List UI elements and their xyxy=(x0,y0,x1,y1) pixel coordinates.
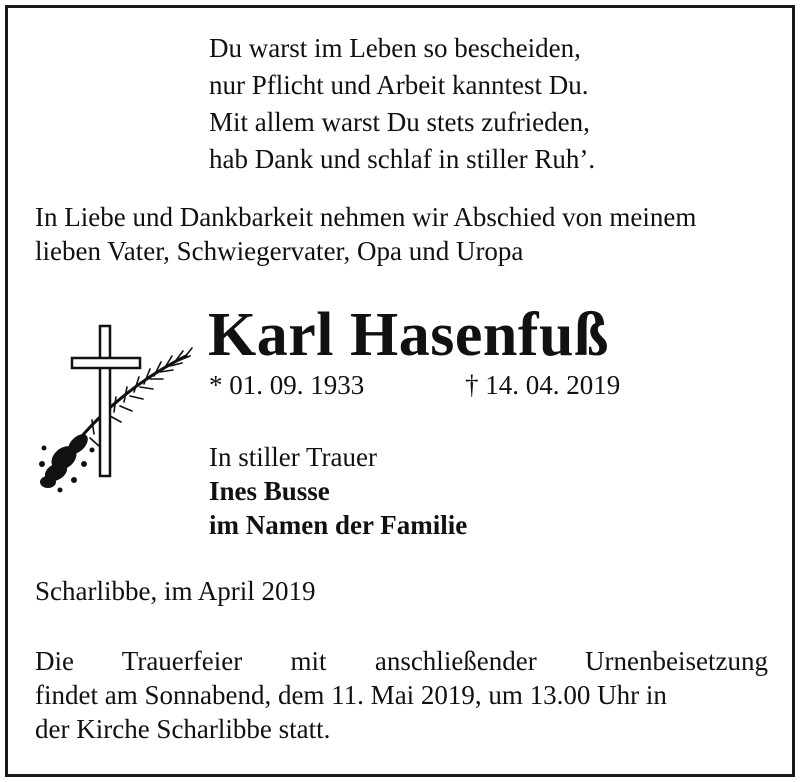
poem-line: Mit allem warst Du stets zufrieden, xyxy=(209,107,590,137)
death-date: † 14. 04. 2019 xyxy=(465,370,621,400)
mourner-family: im Namen der Familie xyxy=(209,510,468,540)
mourner-name: Ines Busse xyxy=(209,476,330,506)
place-and-date: Scharlibbe, im April 2019 xyxy=(35,576,316,606)
service-line: findet am Sonnabend, dem 11. Mai 2019, um 13.00 Uhr in xyxy=(35,680,667,710)
poem xyxy=(209,30,595,178)
palm-branch xyxy=(39,348,192,493)
poem-line: Du warst im Leben so bescheiden, xyxy=(209,33,581,63)
mourning-phrase: In stiller Trauer xyxy=(209,442,377,472)
poem-line: nur Pflicht und Arbeit kanntest Du. xyxy=(209,70,589,100)
intro-text xyxy=(35,200,775,268)
cross-with-palm-branch-icon xyxy=(34,322,194,494)
intro-line: lieben Vater, Schwiegervater, Opa und Uropa xyxy=(35,236,524,266)
birth-date: * 01. 09. 1933 xyxy=(209,370,365,400)
cross xyxy=(72,326,140,476)
service-info xyxy=(35,644,768,746)
service-line: der Kirche Scharlibbe statt. xyxy=(35,714,331,744)
deceased-name: Karl Hasenfuß xyxy=(208,301,609,369)
service-line: Die Trauerfeier mit anschließender Urnenbeisetzung xyxy=(35,646,768,676)
intro-line: In Liebe und Dankbarkeit nehmen wir Abschied von meinem xyxy=(35,202,697,232)
mourners xyxy=(209,440,467,542)
poem-line: hab Dank und schlaf in stiller Ruh’. xyxy=(209,144,596,174)
